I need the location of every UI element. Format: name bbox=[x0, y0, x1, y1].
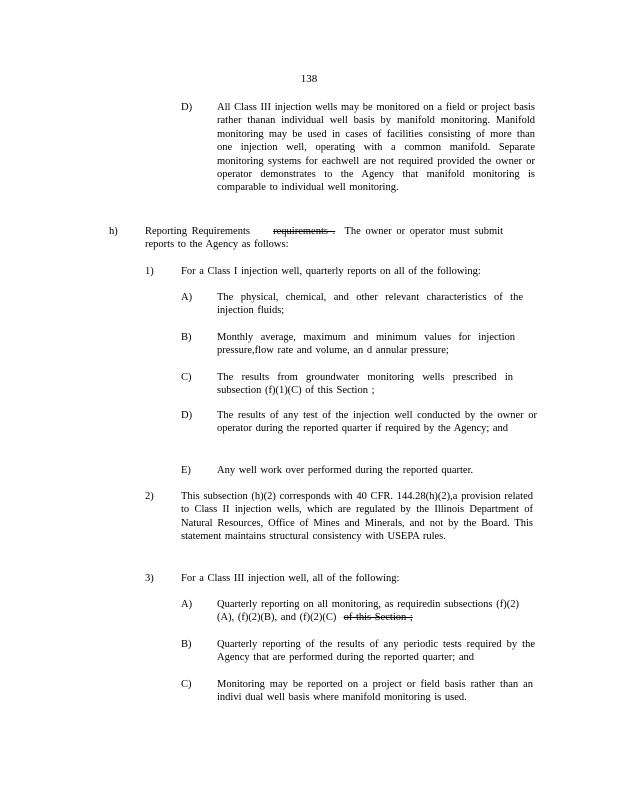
page-number: 138 bbox=[300, 73, 318, 85]
item-text: Monthly average, maximum and minimum values for injection pressure,flow rate and volume, an d annular pressure; bbox=[217, 332, 515, 357]
item-label: B) bbox=[181, 639, 192, 650]
item-label: D) bbox=[181, 410, 193, 421]
section-title: Reporting Requirements bbox=[145, 226, 250, 237]
item-text: The physical, chemical, and other relevant characteristics of the injection fluids; bbox=[217, 292, 523, 317]
subsection-text: For a Class III injection well, all of the following: bbox=[181, 573, 400, 584]
struck-text: of this Section ; bbox=[343, 612, 413, 624]
item-label: A) bbox=[181, 292, 193, 303]
item-text: All Class III injection wells may be monitored on a field or project basis rather thanan individual well basis by manifold monitoring. Manifold monitoring may be used in cases of facilities consisting of more than one injection well, operating with a common manifold. Separate monitoring systems for eachwell are not required provided the owner or operator demonstrates to the Agency that manifold monitoring is comparable to individual well monitoring. bbox=[217, 102, 535, 194]
item-label: B) bbox=[181, 332, 192, 343]
subsection-text: This subsection (h)(2) corresponds with 40 CFR. 144.28(h)(2),a provision related to Class II injection wells, which are regulated by the Illinois Department of Natural Resources, Office of Mines and Minerals, and not by the Board. This statement maintains structural consistency with USEPA rules. bbox=[181, 491, 533, 543]
struck-text: requirements . bbox=[273, 226, 336, 237]
item-label: E) bbox=[181, 465, 191, 476]
item-label: C) bbox=[181, 372, 192, 383]
item-text: Quarterly reporting of the results of any periodic tests required by the Agency that are performed during the reported quarter; and bbox=[217, 639, 535, 664]
item-text: Any well work over performed during the reported quarter. bbox=[217, 465, 474, 476]
section-body: The owner or operator must submit reports to the Agency as follows: bbox=[145, 226, 503, 251]
item-label: D) bbox=[181, 102, 193, 113]
item-label: C) bbox=[181, 679, 192, 690]
item-text: The results of any test of the injection well conducted by the owner or operator during the reported quarter if required by the Agency; and bbox=[217, 410, 537, 435]
subsection-label: 1) bbox=[145, 266, 154, 277]
section-h-text bbox=[145, 225, 503, 252]
section-label: h) bbox=[109, 226, 118, 237]
subsection-label: 2) bbox=[145, 491, 154, 502]
item-text: Monitoring may be reported on a project or field basis rather than an indivi dual well basis where manifold monitoring is used. bbox=[217, 679, 533, 704]
subsection-text: For a Class I injection well, quarterly reports on all of the following: bbox=[181, 266, 481, 277]
item-text bbox=[217, 598, 519, 625]
item-body: Quarterly reporting on all monitoring, as requiredin subsections (f)(2)(A), (f)(2)(B), and (f)(2)(C) bbox=[217, 599, 519, 624]
item-label: A) bbox=[181, 599, 193, 610]
subsection-label: 3) bbox=[145, 573, 154, 584]
item-text: The results from groundwater monitoring wells prescribed in subsection (f)(1)(C) of this Section ; bbox=[217, 372, 513, 397]
